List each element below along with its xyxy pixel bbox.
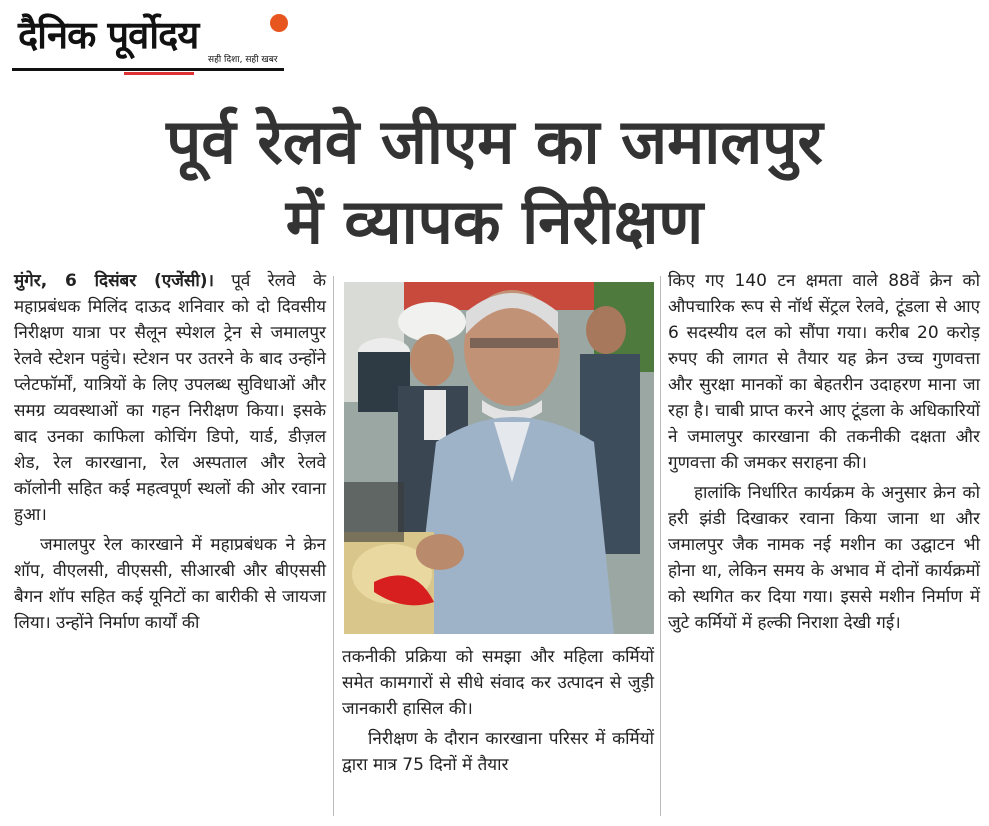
paragraph-text: पूर्व रेलवे के महाप्रबंधक मिलिंद दाऊद शनिवार को दो दिवसीय निरीक्षण यात्रा पर सैलून स्पेशल ट्रेन से जमालपुर रेलवे स्टेशन पहुंचे। स्टेशन पर उतरने के बाद उन्होंने प्लेटफॉर्मों, यात्रियों के लिए उपलब्ध सुविधाओं और समग्र व्यवस्थाओं का गहन निरीक्षण किया। इसके बाद उनका काफिला कोचिंग डिपो, यार्ड, डीज़ल शेड, रेल कारखाना, रेल अस्पताल और रेलवे कॉलोनी सहित कई महत्वपूर्ण स्थलों की ओर रवाना हुआ। [14,271,327,525]
article-column-middle [342,644,654,782]
masthead-rule [12,68,284,71]
article-column-left [14,268,326,640]
logo-dot-icon [270,14,288,32]
masthead [12,8,284,72]
dateline: मुंगेर, 6 दिसंबर (एजेंसी)। [14,271,214,291]
masthead-accent-bar [124,72,194,75]
article-column-right [668,268,980,640]
article-paragraph: तकनीकी प्रक्रिया को समझा और महिला कर्मियों समेत कामगारों से सीधे संवाद कर उत्पादन से जुड़ी जानकारी हासिल की। [342,647,654,719]
article-paragraph: किए गए 140 टन क्षमता वाले 88वें क्रेन को औपचारिक रूप से नॉर्थ सेंट्रल रेलवे, टूंडला से आए 6 सदस्यीय दल को सौंपा गया। करीब 20 करोड़ रुपए की लागत से तैयार यह क्रेन उच्च गुणवत्ता और सुरक्षा मानकों का बेहतरीन उदाहरण माना जा रहा है। चाबी प्राप्त करने आए टूंडला के अधिकारियों ने जमालपुर कारखाना की तकनीकी दक्षता और गुणवत्ता की जमकर सराहना की। [668,271,980,473]
article-paragraph: जमालपुर रेल कारखाने में महाप्रबंधक ने क्रेन शॉप, वीएलसी, वीएससी, सीआरबी और बीएससी बैगन शॉप सहित कई यूनिटों का बारीकी से जायजा लिया। उन्होंने निर्माण कार्यों की [14,535,326,633]
news-photo [344,282,654,634]
headline-line-2: में व्यापक निरीक्षण [285,185,704,258]
newspaper-logo: दैनिक पूर्वोदय [18,13,199,57]
column-divider [660,276,661,816]
article-paragraph: हालांकि निर्धारित कार्यक्रम के अनुसार क्रेन को हरी झंडी दिखाकर रवाना किया जाना था और जमालपुर जैक नामक नई मशीन का उद्घाटन भी होना था, लेकिन समय के अभाव में दोनों कार्यक्रमों को स्थगित कर दिया गया। इससे मशीन निर्माण में जुटे कर्मियों में हल्की निराशा देखी गई। [668,483,980,633]
headline [0,102,989,262]
article-paragraph [14,268,326,528]
headline-line-1: पूर्व रेलवे जीएम का जमालपुर [166,105,823,178]
article-paragraph: निरीक्षण के दौरान कारखाना परिसर में कर्मियों द्वारा मात्र 75 दिनों में तैयार [342,729,654,775]
photo-illustration [344,282,654,634]
tagline: सही दिशा, सही खबर [208,55,278,65]
column-divider [333,276,334,816]
